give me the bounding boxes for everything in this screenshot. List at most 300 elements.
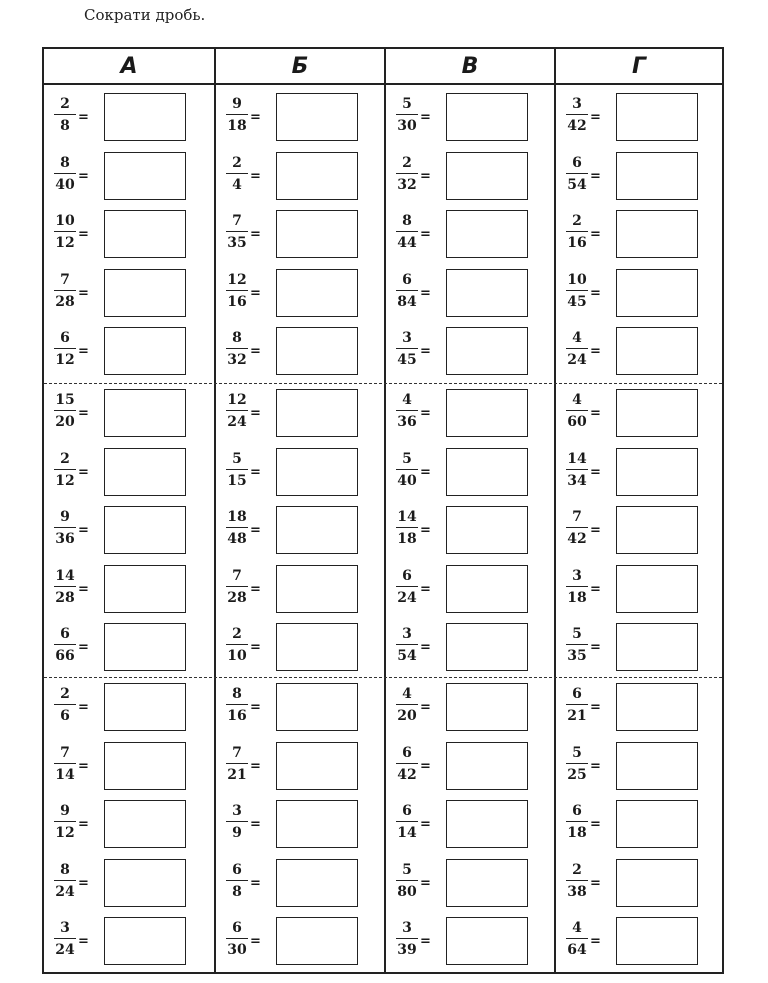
fraction-bar [226, 173, 248, 174]
fraction [394, 804, 420, 840]
fraction-item [386, 389, 556, 447]
answer-box[interactable] [616, 389, 698, 437]
numerator: 12 [227, 271, 247, 288]
fraction-bar [54, 348, 76, 349]
numerator: 6 [402, 744, 412, 761]
fraction-item [556, 210, 726, 268]
worksheet-table [42, 47, 724, 974]
answer-box[interactable] [616, 327, 698, 375]
fraction-item [216, 448, 386, 506]
numerator: 7 [232, 567, 242, 584]
fraction-bar [396, 231, 418, 232]
equals-sign: = [250, 758, 261, 774]
column-4 [554, 49, 722, 972]
fraction-bar [396, 290, 418, 291]
denominator: 18 [567, 589, 587, 606]
fraction-bar [54, 290, 76, 291]
denominator: 32 [397, 176, 417, 193]
equals-sign: = [250, 227, 261, 242]
numerator: 7 [572, 509, 582, 525]
numerator: 7 [60, 271, 70, 288]
fraction [224, 804, 250, 840]
equals-sign: = [420, 758, 431, 774]
numerator: 5 [402, 450, 412, 467]
fraction-item [386, 506, 556, 564]
fraction [52, 746, 78, 782]
fraction-item [386, 800, 556, 858]
answer-box[interactable] [616, 683, 698, 731]
answer-box[interactable] [276, 565, 358, 613]
answer-box[interactable] [446, 623, 528, 671]
answer-box[interactable] [104, 506, 186, 554]
fraction-bar [566, 469, 588, 470]
fraction [52, 687, 78, 723]
fraction-item [216, 683, 386, 741]
fraction-bar [396, 348, 418, 349]
fraction-item [216, 269, 386, 327]
fraction-bar [566, 290, 588, 291]
numerator: 15 [55, 392, 75, 408]
fraction [52, 627, 78, 663]
answer-box[interactable] [446, 917, 528, 965]
fraction [394, 452, 420, 488]
equals-sign: = [590, 110, 601, 125]
fraction [224, 569, 250, 605]
fraction-item [216, 210, 386, 268]
equals-sign: = [250, 581, 261, 597]
fraction-item [44, 152, 214, 210]
numerator: 5 [572, 626, 582, 642]
fraction-bar [54, 114, 76, 115]
column-header: Г [556, 49, 722, 85]
fraction-item [386, 565, 556, 623]
numerator: 6 [60, 626, 70, 642]
answer-box[interactable] [276, 152, 358, 200]
equals-sign: = [590, 640, 601, 655]
fraction-bar [396, 763, 418, 764]
answer-box[interactable] [616, 448, 698, 496]
equals-sign: = [78, 110, 89, 125]
denominator: 40 [397, 472, 417, 489]
fraction [394, 156, 420, 192]
numerator: 3 [572, 567, 582, 584]
denominator: 38 [567, 883, 587, 900]
fraction [564, 214, 590, 250]
answer-box[interactable] [616, 93, 698, 141]
denominator: 12 [55, 352, 75, 368]
fraction-bar [566, 938, 588, 939]
denominator: 42 [397, 766, 417, 783]
numerator: 8 [232, 686, 242, 702]
answer-box[interactable] [104, 389, 186, 437]
equals-sign: = [420, 285, 431, 301]
fraction-item [216, 506, 386, 564]
fraction-item [44, 623, 214, 681]
answer-box[interactable] [276, 93, 358, 141]
answer-box[interactable] [446, 327, 528, 375]
equals-sign: = [250, 110, 261, 125]
fraction [394, 746, 420, 782]
equals-sign: = [250, 406, 261, 421]
numerator: 9 [232, 96, 242, 112]
fraction-item [216, 152, 386, 210]
answer-box[interactable] [104, 800, 186, 848]
fraction [52, 156, 78, 192]
fraction [564, 393, 590, 429]
fraction-item [556, 623, 726, 681]
answer-box[interactable] [446, 800, 528, 848]
equals-sign: = [420, 817, 431, 832]
denominator: 21 [567, 708, 587, 724]
fraction [52, 452, 78, 488]
fraction-item [556, 506, 726, 564]
equals-sign: = [590, 344, 601, 359]
fraction [52, 921, 78, 957]
fraction [564, 804, 590, 840]
fraction-bar [54, 586, 76, 587]
denominator: 16 [227, 293, 247, 310]
fraction-item [216, 389, 386, 447]
answer-box[interactable] [104, 448, 186, 496]
fraction-item [216, 859, 386, 917]
fraction [564, 687, 590, 723]
fraction-bar [54, 704, 76, 705]
numerator: 2 [572, 213, 582, 229]
denominator: 24 [55, 942, 75, 958]
fraction [224, 921, 250, 957]
fraction-bar [54, 410, 76, 411]
numerator: 14 [55, 567, 75, 584]
equals-sign: = [420, 227, 431, 242]
answer-box[interactable] [276, 269, 358, 317]
fraction-bar [54, 469, 76, 470]
fraction-item [44, 448, 214, 506]
fraction-item [386, 448, 556, 506]
numerator: 9 [60, 803, 70, 819]
column-header: В [386, 49, 554, 85]
fraction-bar [396, 644, 418, 645]
fraction-bar [566, 348, 588, 349]
fraction-item [216, 93, 386, 151]
fraction-item [556, 859, 726, 917]
numerator: 5 [232, 450, 242, 467]
answer-box[interactable] [276, 742, 358, 790]
answer-box[interactable] [276, 683, 358, 731]
equals-sign: = [78, 581, 89, 597]
equals-sign: = [250, 344, 261, 359]
denominator: 18 [227, 118, 247, 134]
answer-box[interactable] [104, 565, 186, 613]
denominator: 9 [232, 825, 242, 841]
numerator: 6 [402, 803, 412, 819]
fraction-item [556, 683, 726, 741]
answer-box[interactable] [276, 917, 358, 965]
fraction [564, 746, 590, 782]
denominator: 60 [567, 414, 587, 430]
answer-box[interactable] [446, 152, 528, 200]
equals-sign: = [78, 875, 89, 891]
column-1 [44, 49, 214, 972]
denominator: 66 [55, 648, 75, 664]
page-title: Сократи дробь. [84, 6, 206, 24]
numerator: 6 [232, 920, 242, 936]
numerator: 7 [60, 744, 70, 761]
answer-box[interactable] [446, 448, 528, 496]
numerator: 2 [60, 450, 70, 467]
answer-box[interactable] [276, 623, 358, 671]
answer-box[interactable] [616, 210, 698, 258]
fraction [394, 627, 420, 663]
answer-box[interactable] [616, 800, 698, 848]
fraction-bar [226, 763, 248, 764]
equals-sign: = [420, 406, 431, 421]
fraction-item [386, 683, 556, 741]
equals-sign: = [78, 227, 89, 242]
numerator: 10 [567, 271, 587, 288]
answer-box[interactable] [446, 565, 528, 613]
denominator: 20 [397, 708, 417, 724]
numerator: 4 [402, 686, 412, 702]
fraction [564, 569, 590, 605]
fraction-bar [566, 644, 588, 645]
numerator: 4 [402, 392, 412, 408]
answer-box[interactable] [446, 389, 528, 437]
answer-box[interactable] [616, 917, 698, 965]
numerator: 3 [402, 920, 412, 936]
fraction [564, 273, 590, 309]
answer-box[interactable] [446, 93, 528, 141]
denominator: 36 [55, 531, 75, 547]
group-divider [44, 383, 722, 384]
answer-box[interactable] [446, 859, 528, 907]
fraction [564, 921, 590, 957]
equals-sign: = [590, 285, 601, 301]
equals-sign: = [78, 934, 89, 949]
answer-box[interactable] [616, 623, 698, 671]
fraction-bar [396, 586, 418, 587]
numerator: 3 [402, 330, 412, 346]
fraction-item [44, 800, 214, 858]
answer-box[interactable] [276, 506, 358, 554]
denominator: 24 [55, 883, 75, 900]
numerator: 3 [402, 626, 412, 642]
numerator: 12 [227, 392, 247, 408]
fraction-bar [566, 821, 588, 822]
equals-sign: = [420, 700, 431, 715]
fraction-item [386, 917, 556, 975]
equals-sign: = [420, 934, 431, 949]
answer-box[interactable] [276, 448, 358, 496]
denominator: 24 [397, 589, 417, 606]
numerator: 8 [60, 154, 70, 171]
fraction-bar [566, 880, 588, 881]
fraction [394, 921, 420, 957]
answer-box[interactable] [276, 210, 358, 258]
denominator: 80 [397, 883, 417, 900]
fraction-bar [396, 704, 418, 705]
fraction-bar [54, 880, 76, 881]
denominator: 28 [227, 589, 247, 606]
numerator: 4 [572, 920, 582, 936]
denominator: 64 [567, 942, 587, 958]
fraction-bar [396, 938, 418, 939]
fraction-bar [54, 821, 76, 822]
numerator: 5 [402, 861, 412, 878]
denominator: 24 [567, 352, 587, 368]
fraction [52, 804, 78, 840]
equals-sign: = [420, 523, 431, 538]
numerator: 18 [227, 509, 247, 525]
numerator: 3 [232, 803, 242, 819]
answer-box[interactable] [104, 742, 186, 790]
answer-box[interactable] [276, 859, 358, 907]
fraction [224, 97, 250, 133]
denominator: 54 [397, 648, 417, 664]
equals-sign: = [250, 934, 261, 949]
answer-box[interactable] [446, 683, 528, 731]
equals-sign: = [420, 344, 431, 359]
fraction [394, 214, 420, 250]
fraction-bar [566, 410, 588, 411]
denominator: 24 [227, 414, 247, 430]
answer-box[interactable] [104, 327, 186, 375]
numerator: 2 [60, 686, 70, 702]
group-divider [44, 677, 722, 678]
answer-box[interactable] [276, 327, 358, 375]
answer-box[interactable] [104, 152, 186, 200]
equals-sign: = [420, 464, 431, 480]
equals-sign: = [420, 110, 431, 125]
denominator: 35 [567, 648, 587, 664]
answer-box[interactable] [276, 800, 358, 848]
column-3 [384, 49, 554, 972]
answer-box[interactable] [616, 506, 698, 554]
numerator: 2 [232, 154, 242, 171]
fraction [52, 97, 78, 133]
denominator: 6 [60, 708, 70, 724]
fraction [52, 393, 78, 429]
answer-box[interactable] [104, 683, 186, 731]
fraction-item [44, 210, 214, 268]
fraction-item [44, 565, 214, 623]
answer-box[interactable] [446, 506, 528, 554]
equals-sign: = [590, 700, 601, 715]
denominator: 12 [55, 472, 75, 489]
fraction-item [556, 742, 726, 800]
denominator: 25 [567, 766, 587, 783]
answer-box[interactable] [446, 742, 528, 790]
numerator: 2 [572, 861, 582, 878]
answer-box[interactable] [104, 269, 186, 317]
fraction-item [44, 917, 214, 975]
fraction-item [386, 742, 556, 800]
column-2 [214, 49, 384, 972]
numerator: 14 [567, 450, 587, 467]
answer-box[interactable] [104, 623, 186, 671]
fraction [564, 863, 590, 899]
numerator: 7 [232, 744, 242, 761]
denominator: 34 [567, 472, 587, 489]
fraction [394, 510, 420, 546]
numerator: 6 [572, 803, 582, 819]
numerator: 14 [397, 509, 417, 525]
answer-box[interactable] [276, 389, 358, 437]
fraction-item [44, 859, 214, 917]
answer-box[interactable] [616, 565, 698, 613]
fraction [224, 687, 250, 723]
equals-sign: = [590, 464, 601, 480]
fraction [224, 156, 250, 192]
fraction-bar [396, 469, 418, 470]
fraction [224, 452, 250, 488]
fraction [224, 510, 250, 546]
denominator: 54 [567, 176, 587, 193]
answer-box[interactable] [616, 152, 698, 200]
fraction-bar [566, 231, 588, 232]
fraction-item [386, 859, 556, 917]
answer-box[interactable] [446, 269, 528, 317]
numerator: 3 [572, 96, 582, 112]
fraction-bar [226, 880, 248, 881]
fraction [52, 214, 78, 250]
fraction [224, 273, 250, 309]
answer-box[interactable] [104, 859, 186, 907]
fraction-bar [226, 231, 248, 232]
denominator: 16 [227, 708, 247, 724]
fraction-bar [54, 644, 76, 645]
fraction-bar [226, 290, 248, 291]
fraction-item [44, 742, 214, 800]
fraction-item [216, 623, 386, 681]
answer-box[interactable] [104, 210, 186, 258]
fraction-item [386, 210, 556, 268]
denominator: 21 [227, 766, 247, 783]
equals-sign: = [78, 640, 89, 655]
denominator: 39 [397, 942, 417, 958]
fraction [394, 97, 420, 133]
numerator: 2 [60, 96, 70, 112]
answer-box[interactable] [104, 917, 186, 965]
equals-sign: = [590, 406, 601, 421]
fraction-bar [566, 527, 588, 528]
answer-box[interactable] [616, 269, 698, 317]
numerator: 7 [232, 213, 242, 229]
denominator: 45 [567, 293, 587, 310]
fraction-bar [396, 821, 418, 822]
answer-box[interactable] [616, 859, 698, 907]
denominator: 16 [567, 235, 587, 251]
answer-box[interactable] [104, 93, 186, 141]
denominator: 15 [227, 472, 247, 489]
denominator: 40 [55, 176, 75, 193]
numerator: 6 [232, 861, 242, 878]
denominator: 35 [227, 235, 247, 251]
answer-box[interactable] [616, 742, 698, 790]
fraction-item [216, 327, 386, 385]
denominator: 14 [397, 825, 417, 841]
answer-box[interactable] [446, 210, 528, 258]
denominator: 36 [397, 414, 417, 430]
denominator: 28 [55, 293, 75, 310]
fraction [564, 331, 590, 367]
numerator: 9 [60, 509, 70, 525]
denominator: 48 [227, 531, 247, 547]
fraction-item [44, 506, 214, 564]
fraction-bar [566, 114, 588, 115]
fraction [394, 863, 420, 899]
numerator: 5 [572, 744, 582, 761]
fraction-item [556, 565, 726, 623]
